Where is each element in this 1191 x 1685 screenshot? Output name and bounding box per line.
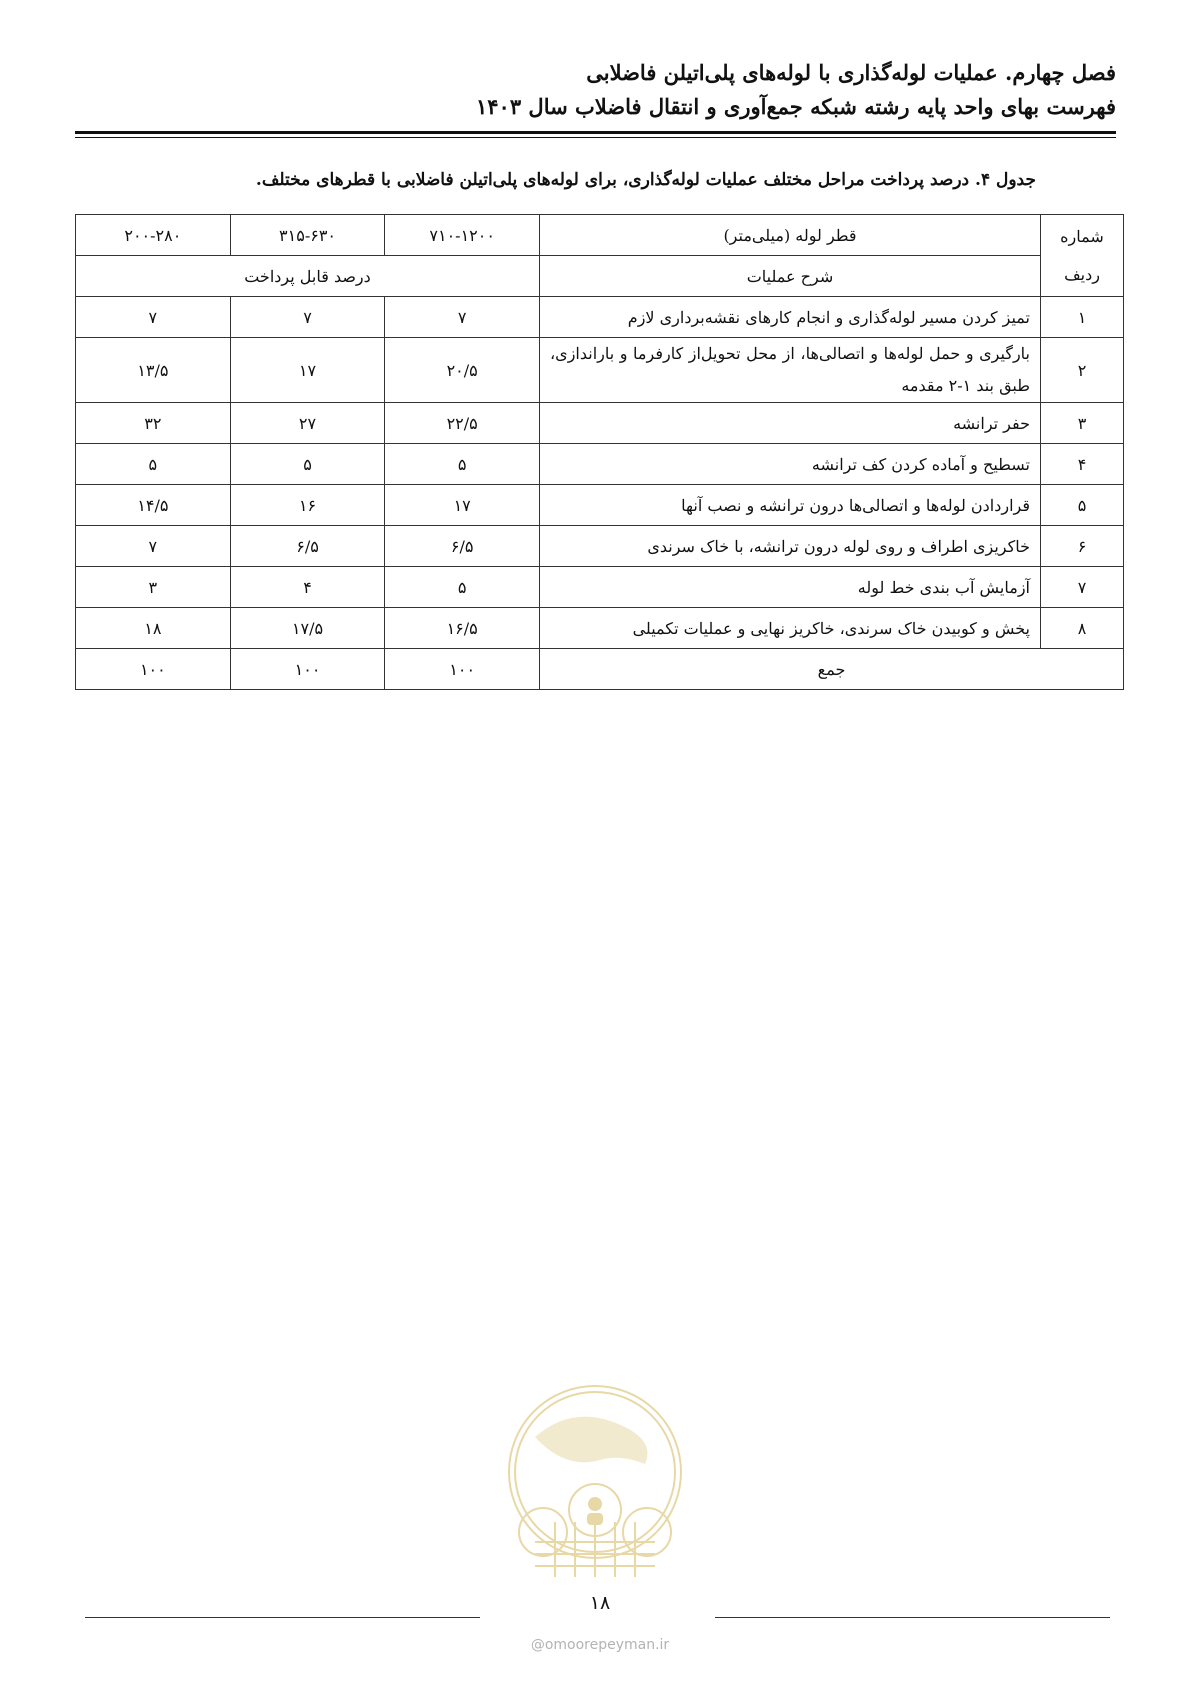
percent-cell: ۵: [230, 444, 385, 485]
percent-cell: ۱۶: [230, 485, 385, 526]
operation-desc-header: شرح عملیات: [540, 256, 1041, 297]
row-number: ۲: [1041, 338, 1124, 403]
percent-cell: ۱۳/۵: [76, 338, 231, 403]
percent-cell: ۲۷: [230, 403, 385, 444]
table-total-row: [76, 649, 1124, 690]
percent-cell: ۷: [230, 297, 385, 338]
percent-cell: ۳۲: [76, 403, 231, 444]
percent-cell: ۷: [76, 297, 231, 338]
percent-cell: ۳: [76, 567, 231, 608]
percent-cell: ۷: [76, 526, 231, 567]
percent-cell: ۱۷/۵: [230, 608, 385, 649]
percent-cell: ۵: [385, 567, 540, 608]
row-number: ۱: [1041, 297, 1124, 338]
percent-cell: ۲۲/۵: [385, 403, 540, 444]
pipe-diameter-header: قطر لوله (میلی‌متر): [540, 215, 1041, 256]
row-number: ۷: [1041, 567, 1124, 608]
row-number: ۵: [1041, 485, 1124, 526]
operation-description: حفر ترانشه: [540, 403, 1041, 444]
seal-watermark-icon: [505, 1382, 685, 1582]
percent-cell: ۵: [76, 444, 231, 485]
page-number: ۱۸: [589, 1592, 611, 1614]
operation-description: قراردادن لوله‌ها و اتصالی‌ها درون ترانشه و نصب آنها: [540, 485, 1041, 526]
table-header-row-2: [76, 256, 1124, 297]
table-row: [76, 338, 1124, 403]
table-caption: جدول ۴. درصد پرداخت مراحل مختلف عملیات لوله‌گذاری، برای لوله‌های پلی‌اتیلن فاضلابی با قطرهای مختلف.: [255, 170, 1036, 190]
operation-description: تمیز کردن مسیر لوله‌گذاری و انجام کارهای نقشه‌برداری لازم: [540, 297, 1041, 338]
row-number: ۸: [1041, 608, 1124, 649]
diameter-header-3: ۲۰۰-۲۸۰: [76, 215, 231, 256]
payment-percent-table: [75, 214, 1124, 690]
total-cell: ۱۰۰: [76, 649, 231, 690]
payable-percent-header: درصد قابل پرداخت: [76, 256, 540, 297]
row-number: ۴: [1041, 444, 1124, 485]
diameter-header-2: ۳۱۵-۶۳۰: [230, 215, 385, 256]
percent-cell: ۵: [385, 444, 540, 485]
total-cell: ۱۰۰: [230, 649, 385, 690]
percent-cell: ۴: [230, 567, 385, 608]
footer-rule-right: [715, 1617, 1110, 1618]
operation-description: پخش و کوبیدن خاک سرندی، خاکریز نهایی و عملیات تکمیلی: [540, 608, 1041, 649]
table-row: [76, 526, 1124, 567]
percent-cell: ۲۰/۵: [385, 338, 540, 403]
percent-cell: ۱۸: [76, 608, 231, 649]
diameter-header-1: ۷۱۰-۱۲۰۰: [385, 215, 540, 256]
percent-cell: ۱۷: [230, 338, 385, 403]
page-header: [75, 56, 1116, 124]
header-rule-thick: [75, 131, 1116, 134]
header-rule-thin: [75, 137, 1116, 138]
row-number-header-line-1: شماره: [1060, 226, 1104, 246]
total-cell: ۱۰۰: [385, 649, 540, 690]
table-row: [76, 297, 1124, 338]
total-label: جمع: [540, 649, 1124, 690]
percent-cell: ۱۷: [385, 485, 540, 526]
table-row: [76, 444, 1124, 485]
table-row: [76, 608, 1124, 649]
row-number-header-line-2: ردیف: [1064, 264, 1100, 284]
percent-cell: ۱۴/۵: [76, 485, 231, 526]
percent-cell: ۶/۵: [230, 526, 385, 567]
operation-description: بارگیری و حمل لوله‌ها و اتصالی‌ها، از محل تحویل‌از کارفرما و باراندازی، طبق بند ۱-۲ مقدمه: [540, 338, 1041, 403]
table-row: [76, 403, 1124, 444]
site-watermark-text: @omoorepeyman.ir: [530, 1637, 670, 1653]
table-header-row-1: [76, 215, 1124, 256]
row-number: ۳: [1041, 403, 1124, 444]
row-number: ۶: [1041, 526, 1124, 567]
row-number-header: [1041, 215, 1124, 297]
percent-cell: ۶/۵: [385, 526, 540, 567]
operation-description: آزمایش آب بندی خط لوله: [540, 567, 1041, 608]
percent-cell: ۱۶/۵: [385, 608, 540, 649]
document-title: فهرست بهای واحد پایه رشته شبکه جمع‌آوری و انتقال فاضلاب سال ۱۴۰۳: [476, 94, 1116, 119]
table-row: [76, 485, 1124, 526]
operation-description: خاکریزی اطراف و روی لوله درون ترانشه، با خاک سرندی: [540, 526, 1041, 567]
footer-rule-left: [85, 1617, 480, 1618]
table-row: [76, 567, 1124, 608]
operation-description: تسطیح و آماده کردن کف ترانشه: [540, 444, 1041, 485]
percent-cell: ۷: [385, 297, 540, 338]
chapter-title: فصل چهارم. عملیات لوله‌گذاری با لوله‌های پلی‌اتیلن فاضلابی: [586, 60, 1116, 85]
